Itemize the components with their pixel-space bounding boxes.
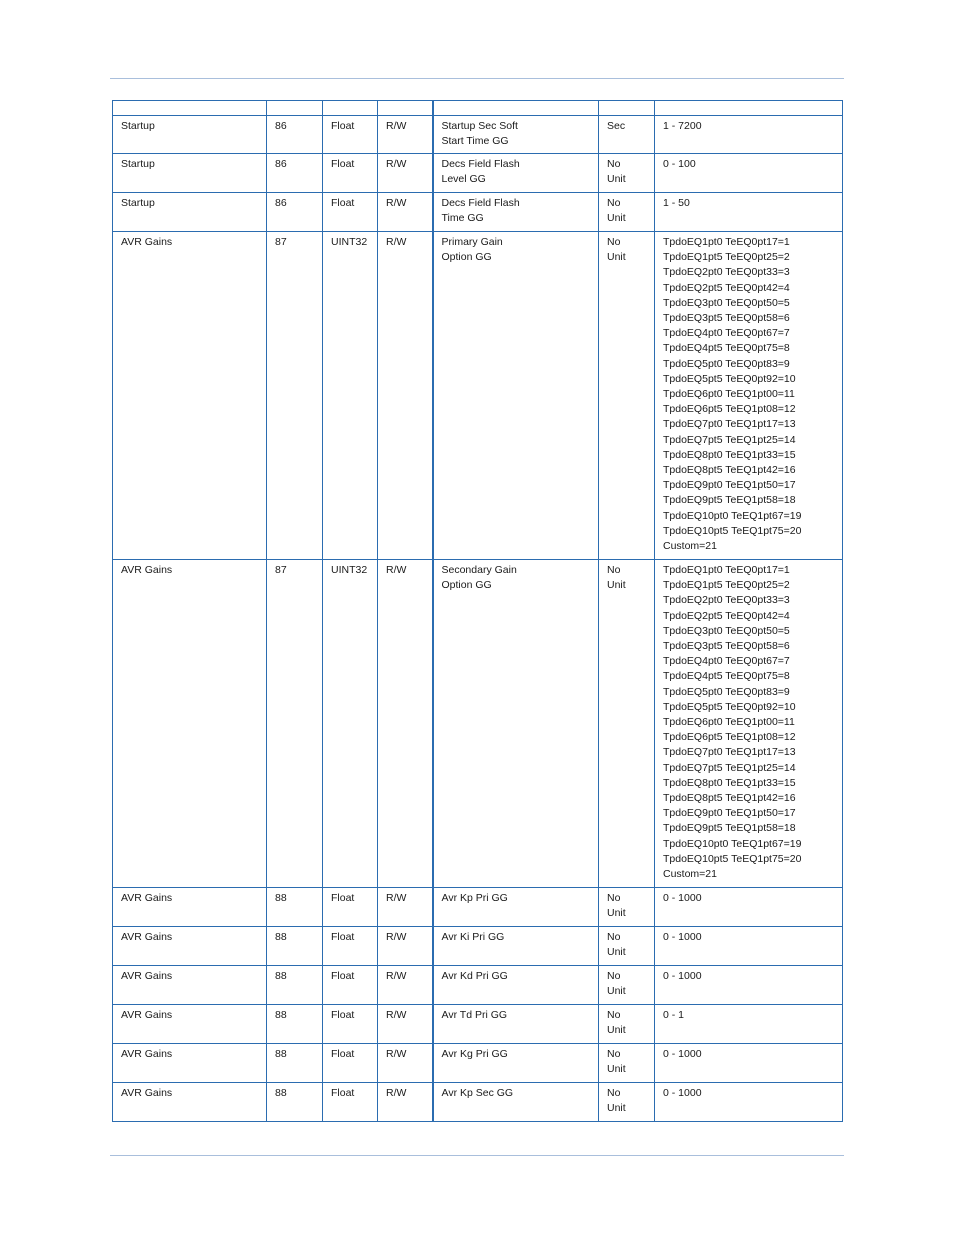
cell-unit — [599, 193, 655, 232]
cell-range-line: TpdoEQ2pt0 TeEQ0pt33=3 — [663, 594, 790, 607]
cell-group: AVR Gains — [113, 1044, 267, 1083]
cell-parameter-name-line: Decs Field Flash — [441, 158, 520, 170]
table-row — [113, 1005, 843, 1044]
cell-group: AVR Gains — [113, 1005, 267, 1044]
header-cell-range — [655, 101, 843, 116]
cell-access: R/W — [378, 1044, 433, 1083]
parameter-table — [112, 100, 843, 1122]
cell-parameter-name-line: Time GG — [441, 212, 484, 225]
table-row — [113, 232, 843, 560]
cell-parameter-name — [433, 1083, 599, 1122]
cell-range-line: TpdoEQ7pt0 TeEQ1pt17=13 — [663, 746, 796, 759]
cell-range-line: TpdoEQ5pt5 TeEQ0pt92=10 — [663, 700, 796, 713]
cell-access: R/W — [378, 1005, 433, 1044]
cell-range-line: TpdoEQ6pt5 TeEQ1pt08=12 — [663, 403, 796, 416]
cell-parameter-name-line: Option GG — [441, 579, 492, 592]
cell-range-line: TpdoEQ2pt5 TeEQ0pt42=4 — [663, 609, 790, 622]
cell-register: 88 — [267, 1083, 323, 1122]
cell-unit-line: No — [607, 1087, 621, 1099]
cell-unit-line: No — [607, 158, 621, 170]
cell-access: R/W — [378, 232, 433, 560]
cell-parameter-name-line: Level GG — [441, 173, 486, 186]
cell-group: AVR Gains — [113, 927, 267, 966]
table-row — [113, 1044, 843, 1083]
cell-unit-line: Unit — [607, 579, 626, 592]
cell-range — [655, 927, 843, 966]
table-row — [113, 966, 843, 1005]
cell-range-line: TpdoEQ10pt5 TeEQ1pt75=20 — [663, 524, 802, 537]
cell-type: Float — [323, 154, 378, 193]
cell-parameter-name — [433, 888, 599, 927]
cell-range-line: TpdoEQ10pt0 TeEQ1pt67=19 — [663, 509, 802, 522]
cell-access: R/W — [378, 560, 433, 888]
cell-unit-line: Unit — [607, 251, 626, 264]
cell-parameter-name — [433, 193, 599, 232]
table-row — [113, 154, 843, 193]
table-row — [113, 193, 843, 232]
table-row — [113, 116, 843, 154]
cell-range-line: TpdoEQ4pt5 TeEQ0pt75=8 — [663, 342, 790, 355]
cell-unit-line: Sec — [607, 120, 626, 132]
cell-range-line: TpdoEQ6pt5 TeEQ1pt08=12 — [663, 731, 796, 744]
cell-range-line: TpdoEQ9pt0 TeEQ1pt50=17 — [663, 807, 796, 820]
cell-unit — [599, 1005, 655, 1044]
cell-unit — [599, 560, 655, 888]
cell-range-line: TpdoEQ5pt0 TeEQ0pt83=9 — [663, 357, 790, 370]
cell-parameter-name — [433, 560, 599, 888]
header-cell-type — [323, 101, 378, 116]
cell-range-line: TpdoEQ10pt5 TeEQ1pt75=20 — [663, 852, 802, 865]
cell-parameter-name-line: Secondary Gain — [441, 564, 517, 576]
cell-register: 86 — [267, 116, 323, 154]
cell-range-line: TpdoEQ6pt0 TeEQ1pt00=11 — [663, 716, 795, 729]
cell-range-line: TpdoEQ10pt0 TeEQ1pt67=19 — [663, 837, 802, 850]
cell-unit-line: No — [607, 1009, 621, 1021]
cell-range-line: 0 - 1000 — [663, 931, 702, 943]
cell-range-line: TpdoEQ3pt0 TeEQ0pt50=5 — [663, 624, 790, 637]
cell-range-line: Custom=21 — [663, 540, 717, 553]
cell-parameter-name-line: Start Time GG — [441, 135, 509, 148]
cell-group: Startup — [113, 116, 267, 154]
cell-range-line: TpdoEQ2pt5 TeEQ0pt42=4 — [663, 281, 790, 294]
cell-range — [655, 560, 843, 888]
cell-range-line: TpdoEQ5pt5 TeEQ0pt92=10 — [663, 372, 796, 385]
cell-range-line: TpdoEQ8pt5 TeEQ1pt42=16 — [663, 792, 796, 805]
cell-range — [655, 232, 843, 560]
header-rule — [110, 78, 844, 79]
cell-unit — [599, 888, 655, 927]
cell-access: R/W — [378, 193, 433, 232]
cell-parameter-name — [433, 116, 599, 154]
cell-group: AVR Gains — [113, 1083, 267, 1122]
cell-type: Float — [323, 1044, 378, 1083]
cell-range-line: TpdoEQ7pt5 TeEQ1pt25=14 — [663, 433, 796, 446]
cell-range-line: TpdoEQ1pt0 TeEQ0pt17=1 — [663, 236, 790, 248]
cell-range — [655, 193, 843, 232]
cell-range-line: TpdoEQ1pt5 TeEQ0pt25=2 — [663, 579, 790, 592]
cell-range-line: 0 - 1000 — [663, 1048, 702, 1060]
cell-access: R/W — [378, 927, 433, 966]
cell-range — [655, 1044, 843, 1083]
table-header-row — [113, 101, 843, 116]
cell-group: AVR Gains — [113, 232, 267, 560]
cell-range — [655, 1005, 843, 1044]
cell-unit-line: Unit — [607, 985, 626, 998]
cell-access: R/W — [378, 116, 433, 154]
cell-unit-line: Unit — [607, 212, 626, 225]
cell-unit-line: Unit — [607, 173, 626, 186]
cell-register: 87 — [267, 232, 323, 560]
cell-parameter-name-line: Avr Kp Sec GG — [441, 1087, 514, 1099]
cell-register: 88 — [267, 1005, 323, 1044]
cell-range-line: TpdoEQ4pt0 TeEQ0pt67=7 — [663, 327, 790, 340]
cell-group: AVR Gains — [113, 888, 267, 927]
cell-range-line: TpdoEQ8pt0 TeEQ1pt33=15 — [663, 448, 796, 461]
cell-parameter-name — [433, 927, 599, 966]
cell-register: 88 — [267, 1044, 323, 1083]
cell-register: 87 — [267, 560, 323, 888]
cell-access: R/W — [378, 966, 433, 1005]
header-cell-name — [433, 101, 599, 116]
cell-unit-line: Unit — [607, 1024, 626, 1037]
cell-parameter-name — [433, 232, 599, 560]
cell-unit-line: No — [607, 197, 621, 209]
cell-unit — [599, 154, 655, 193]
cell-range-line: TpdoEQ3pt5 TeEQ0pt58=6 — [663, 312, 790, 325]
cell-access: R/W — [378, 1083, 433, 1122]
cell-register: 88 — [267, 888, 323, 927]
cell-parameter-name-line: Startup Sec Soft — [441, 120, 518, 132]
cell-unit-line: Unit — [607, 1102, 626, 1115]
cell-unit — [599, 1083, 655, 1122]
cell-parameter-name — [433, 1005, 599, 1044]
cell-parameter-name — [433, 1044, 599, 1083]
cell-parameter-name-line: Decs Field Flash — [441, 197, 520, 209]
cell-parameter-name — [433, 154, 599, 193]
cell-parameter-name-line: Primary Gain — [441, 236, 503, 248]
cell-range-line: TpdoEQ7pt0 TeEQ1pt17=13 — [663, 418, 796, 431]
cell-group: AVR Gains — [113, 560, 267, 888]
cell-parameter-name-line: Option GG — [441, 251, 492, 264]
cell-range — [655, 116, 843, 154]
cell-range-line: TpdoEQ4pt0 TeEQ0pt67=7 — [663, 655, 790, 668]
cell-type: Float — [323, 888, 378, 927]
cell-unit-line: No — [607, 892, 621, 904]
cell-type: UINT32 — [323, 232, 378, 560]
cell-range — [655, 966, 843, 1005]
cell-range-line: 0 - 100 — [663, 158, 696, 170]
table-row — [113, 1083, 843, 1122]
cell-access: R/W — [378, 154, 433, 193]
cell-type: Float — [323, 116, 378, 154]
cell-range — [655, 154, 843, 193]
cell-unit-line: Unit — [607, 946, 626, 959]
cell-range-line: TpdoEQ1pt0 TeEQ0pt17=1 — [663, 564, 790, 576]
cell-range-line: TpdoEQ4pt5 TeEQ0pt75=8 — [663, 670, 790, 683]
cell-type: Float — [323, 193, 378, 232]
cell-range-line: TpdoEQ9pt5 TeEQ1pt58=18 — [663, 822, 796, 835]
cell-range-line: 1 - 50 — [663, 197, 690, 209]
cell-range-line: TpdoEQ3pt0 TeEQ0pt50=5 — [663, 296, 790, 309]
cell-range-line: 0 - 1000 — [663, 892, 702, 904]
table-row — [113, 560, 843, 888]
cell-group: AVR Gains — [113, 966, 267, 1005]
cell-group: Startup — [113, 193, 267, 232]
cell-range-line: TpdoEQ8pt0 TeEQ1pt33=15 — [663, 776, 796, 789]
cell-range-line: 0 - 1 — [663, 1009, 685, 1021]
cell-unit-line: Unit — [607, 1063, 626, 1076]
table-row — [113, 927, 843, 966]
cell-parameter-name-line: Avr Kp Pri GG — [441, 892, 508, 904]
cell-range-line: TpdoEQ5pt0 TeEQ0pt83=9 — [663, 685, 790, 698]
cell-parameter-name-line: Avr Td Pri GG — [441, 1009, 508, 1021]
cell-register: 86 — [267, 193, 323, 232]
cell-range-line: TpdoEQ7pt5 TeEQ1pt25=14 — [663, 761, 796, 774]
cell-type: Float — [323, 927, 378, 966]
cell-unit — [599, 116, 655, 154]
cell-range-line: TpdoEQ9pt5 TeEQ1pt58=18 — [663, 494, 796, 507]
cell-range-line: TpdoEQ6pt0 TeEQ1pt00=11 — [663, 388, 795, 401]
cell-unit-line: No — [607, 564, 621, 576]
cell-register: 88 — [267, 927, 323, 966]
cell-range-line: TpdoEQ9pt0 TeEQ1pt50=17 — [663, 479, 796, 492]
cell-unit-line: Unit — [607, 907, 626, 920]
cell-type: Float — [323, 1083, 378, 1122]
cell-range-line: Custom=21 — [663, 868, 717, 881]
header-cell-unit — [599, 101, 655, 116]
cell-range — [655, 888, 843, 927]
header-cell-register — [267, 101, 323, 116]
cell-parameter-name-line: Avr Ki Pri GG — [441, 931, 505, 943]
cell-parameter-name-line: Avr Kd Pri GG — [441, 970, 508, 982]
cell-type: UINT32 — [323, 560, 378, 888]
cell-access: R/W — [378, 888, 433, 927]
cell-range-line: 1 - 7200 — [663, 120, 702, 132]
header-cell-access — [378, 101, 433, 116]
cell-range — [655, 1083, 843, 1122]
cell-range-line: 0 - 1000 — [663, 970, 702, 982]
cell-range-line: TpdoEQ1pt5 TeEQ0pt25=2 — [663, 251, 790, 264]
cell-register: 86 — [267, 154, 323, 193]
cell-range-line: 0 - 1000 — [663, 1087, 702, 1099]
cell-range-line: TpdoEQ2pt0 TeEQ0pt33=3 — [663, 266, 790, 279]
cell-unit — [599, 232, 655, 560]
cell-unit — [599, 927, 655, 966]
header-cell-group — [113, 101, 267, 116]
cell-unit — [599, 1044, 655, 1083]
cell-unit-line: No — [607, 970, 621, 982]
cell-register: 88 — [267, 966, 323, 1005]
cell-type: Float — [323, 1005, 378, 1044]
cell-parameter-name — [433, 966, 599, 1005]
footer-rule — [110, 1155, 844, 1156]
table-row — [113, 888, 843, 927]
cell-unit-line: No — [607, 236, 621, 248]
cell-group: Startup — [113, 154, 267, 193]
cell-unit — [599, 966, 655, 1005]
cell-range-line: TpdoEQ8pt5 TeEQ1pt42=16 — [663, 464, 796, 477]
cell-unit-line: No — [607, 931, 621, 943]
cell-parameter-name-line: Avr Kg Pri GG — [441, 1048, 508, 1060]
cell-unit-line: No — [607, 1048, 621, 1060]
cell-range-line: TpdoEQ3pt5 TeEQ0pt58=6 — [663, 640, 790, 653]
cell-type: Float — [323, 966, 378, 1005]
